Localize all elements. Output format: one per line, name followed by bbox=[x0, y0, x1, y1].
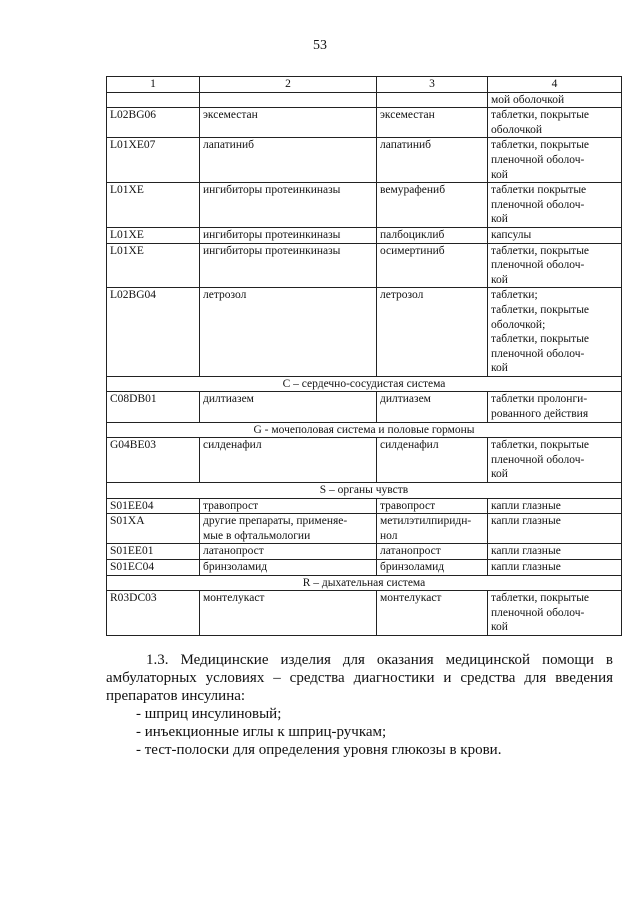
drug-name-cell: силденафил bbox=[377, 438, 488, 483]
drug-name-cell: осимертиниб bbox=[377, 243, 488, 288]
table-header-row bbox=[107, 77, 622, 93]
table-row bbox=[107, 108, 622, 138]
dosage-form-cell: капли глазные bbox=[488, 544, 622, 560]
atc-code-cell: C08DB01 bbox=[107, 392, 200, 422]
dosage-form-cell: таблетки, покрытые пленочной оболоч- кой bbox=[488, 438, 622, 483]
dosage-form-cell: мой оболочкой bbox=[488, 92, 622, 108]
drug-name-cell: латанопрост bbox=[377, 544, 488, 560]
table-row bbox=[107, 138, 622, 183]
atc-code-cell: L01XE bbox=[107, 227, 200, 243]
group-name-cell: травопрост bbox=[200, 498, 377, 514]
device-list bbox=[106, 705, 613, 759]
section-header-row bbox=[107, 483, 622, 499]
group-name-cell: ингибиторы протеинкиназы bbox=[200, 183, 377, 228]
section-text bbox=[106, 651, 613, 759]
header-cell-3: 3 bbox=[377, 77, 488, 93]
header-cell-1: 1 bbox=[107, 77, 200, 93]
atc-code-cell: L02BG06 bbox=[107, 108, 200, 138]
drug-name-cell: вемурафениб bbox=[377, 183, 488, 228]
section-title: S – органы чувств bbox=[107, 483, 622, 499]
group-name-cell: лапатиниб bbox=[200, 138, 377, 183]
page-number: 53 bbox=[313, 38, 327, 53]
dosage-form-cell: таблетки, покрытые пленочной оболоч- кой bbox=[488, 243, 622, 288]
header-cell-4: 4 bbox=[488, 77, 622, 93]
atc-code-cell bbox=[107, 92, 200, 108]
group-name-cell: силденафил bbox=[200, 438, 377, 483]
table-row bbox=[107, 560, 622, 576]
group-name-cell: бринзоламид bbox=[200, 560, 377, 576]
dosage-form-cell: таблетки, покрытые оболочкой bbox=[488, 108, 622, 138]
group-name-cell: другие препараты, применяе- мые в офтальмологии bbox=[200, 514, 377, 544]
drug-name-cell: лапатиниб bbox=[377, 138, 488, 183]
table-row bbox=[107, 288, 622, 377]
drug-name-cell: палбоциклиб bbox=[377, 227, 488, 243]
section-header-row bbox=[107, 575, 622, 591]
group-name-cell: дилтиазем bbox=[200, 392, 377, 422]
atc-code-cell: L02BG04 bbox=[107, 288, 200, 377]
group-name-cell: латанопрост bbox=[200, 544, 377, 560]
table-row bbox=[107, 438, 622, 483]
drug-table bbox=[106, 76, 622, 636]
drug-name-cell: летрозол bbox=[377, 288, 488, 377]
table-row bbox=[107, 591, 622, 636]
table-row bbox=[107, 183, 622, 228]
list-item: - тест-полоски для определения уровня глюкозы в крови. bbox=[136, 742, 502, 758]
atc-code-cell: G04BE03 bbox=[107, 438, 200, 483]
dosage-form-cell: капли глазные bbox=[488, 560, 622, 576]
section-header-row bbox=[107, 422, 622, 438]
group-name-cell: ингибиторы протеинкиназы bbox=[200, 243, 377, 288]
drug-name-cell: метилэтилпиридн- нол bbox=[377, 514, 488, 544]
atc-code-cell: R03DC03 bbox=[107, 591, 200, 636]
drug-name-cell: бринзоламид bbox=[377, 560, 488, 576]
atc-code-cell: S01XA bbox=[107, 514, 200, 544]
atc-code-cell: L01XE07 bbox=[107, 138, 200, 183]
table-row bbox=[107, 498, 622, 514]
drug-name-cell: эксеместан bbox=[377, 108, 488, 138]
group-name-cell bbox=[200, 92, 377, 108]
atc-code-cell: S01EE01 bbox=[107, 544, 200, 560]
atc-code-cell: S01EC04 bbox=[107, 560, 200, 576]
dosage-form-cell: таблетки, покрытые пленочной оболоч- кой bbox=[488, 591, 622, 636]
list-item: - инъекционные иглы к шприц-ручкам; bbox=[136, 724, 387, 740]
table-row bbox=[107, 243, 622, 288]
drug-name-cell: дилтиазем bbox=[377, 392, 488, 422]
section-paragraph: 1.3. Медицинские изделия для оказания медицинской помощи в амбулаторных условиях – средства диагностики и средства для введения препаратов инсулина: bbox=[106, 652, 613, 704]
table-row bbox=[107, 514, 622, 544]
section-header-row bbox=[107, 376, 622, 392]
table-row bbox=[107, 392, 622, 422]
header-cell-2: 2 bbox=[200, 77, 377, 93]
drug-name-cell: монтелукаст bbox=[377, 591, 488, 636]
drug-name-cell bbox=[377, 92, 488, 108]
group-name-cell: эксеместан bbox=[200, 108, 377, 138]
group-name-cell: монтелукаст bbox=[200, 591, 377, 636]
table-row bbox=[107, 227, 622, 243]
table-row bbox=[107, 544, 622, 560]
dosage-form-cell: таблетки, покрытые пленочной оболоч- кой bbox=[488, 138, 622, 183]
dosage-form-cell: таблетки; таблетки, покрытые оболочкой; таблетки, покрытые пленочной оболоч- кой bbox=[488, 288, 622, 377]
section-title: G - мочеполовая система и половые гормоны bbox=[107, 422, 622, 438]
group-name-cell: летрозол bbox=[200, 288, 377, 377]
atc-code-cell: L01XE bbox=[107, 183, 200, 228]
dosage-form-cell: капли глазные bbox=[488, 498, 622, 514]
table-body bbox=[107, 77, 622, 636]
dosage-form-cell: капсулы bbox=[488, 227, 622, 243]
list-item: - шприц инсулиновый; bbox=[136, 706, 282, 722]
atc-code-cell: L01XE bbox=[107, 243, 200, 288]
dosage-form-cell: таблетки покрытые пленочной оболоч- кой bbox=[488, 183, 622, 228]
dosage-form-cell: таблетки пролонги- рованного действия bbox=[488, 392, 622, 422]
atc-code-cell: S01EE04 bbox=[107, 498, 200, 514]
section-title: C – сердечно-сосудистая система bbox=[107, 376, 622, 392]
section-title: R – дыхательная система bbox=[107, 575, 622, 591]
table-row bbox=[107, 92, 622, 108]
group-name-cell: ингибиторы протеинкиназы bbox=[200, 227, 377, 243]
dosage-form-cell: капли глазные bbox=[488, 514, 622, 544]
drug-name-cell: травопрост bbox=[377, 498, 488, 514]
